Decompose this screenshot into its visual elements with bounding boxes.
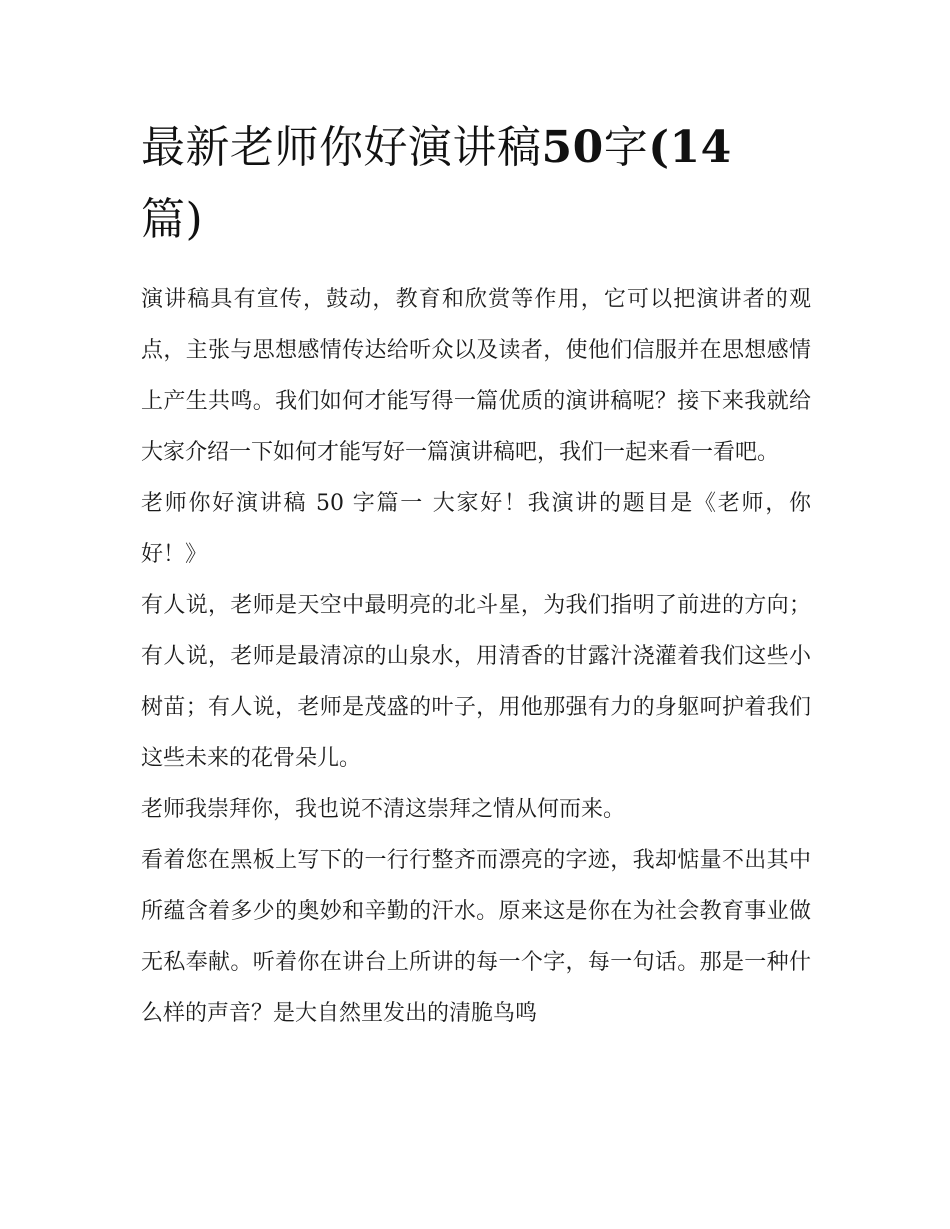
paragraph-speech-heading: 老师你好演讲稿 50 字篇一 大家好！我演讲的题目是《老师，你好！》: [141, 491, 811, 567]
title-text-1: 最新老师你好演讲稿: [141, 122, 542, 173]
title-text-3: 篇): [141, 194, 204, 245]
document-title: [141, 112, 811, 256]
title-number: 50: [541, 122, 604, 173]
title-count: (14: [648, 122, 732, 173]
paragraph-admiration: 老师我崇拜你，我也说不清这崇拜之情从何而来。: [141, 797, 626, 822]
title-text-2: 字: [603, 122, 649, 173]
paragraph-blackboard: 看着您在黑板上写下的一行行整齐而漂亮的字迹，我却惦量不出其中所蕴含着多少的奥妙和辛勤的汗水。原来这是你在为社会教育事业做无私奉献。听着你在讲台上所讲的每一个字，每一句话。那是一种什么样的声音？是大自然里发出的清脆鸟鸣: [141, 848, 811, 1026]
document-content: [141, 112, 811, 1039]
paragraph-teacher-metaphors: 有人说，老师是天空中最明亮的北斗星，为我们指明了前进的方向；有人说，老师是最清凉的山泉水，用清香的甘露汁浇灌着我们这些小树苗；有人说，老师是茂盛的叶子，用他那强有力的身躯呵护着我们这些未来的花骨朵儿。: [141, 593, 811, 771]
paragraph-intro: 演讲稿具有宣传，鼓动，教育和欣赏等作用，它可以把演讲者的观点，主张与思想感情传达给听众以及读者，使他们信服并在思想感情上产生共鸣。我们如何才能写得一篇优质的演讲稿呢？接下来我就给大家介绍一下如何才能写好一篇演讲稿吧，我们一起来看一看吧。: [141, 287, 811, 465]
